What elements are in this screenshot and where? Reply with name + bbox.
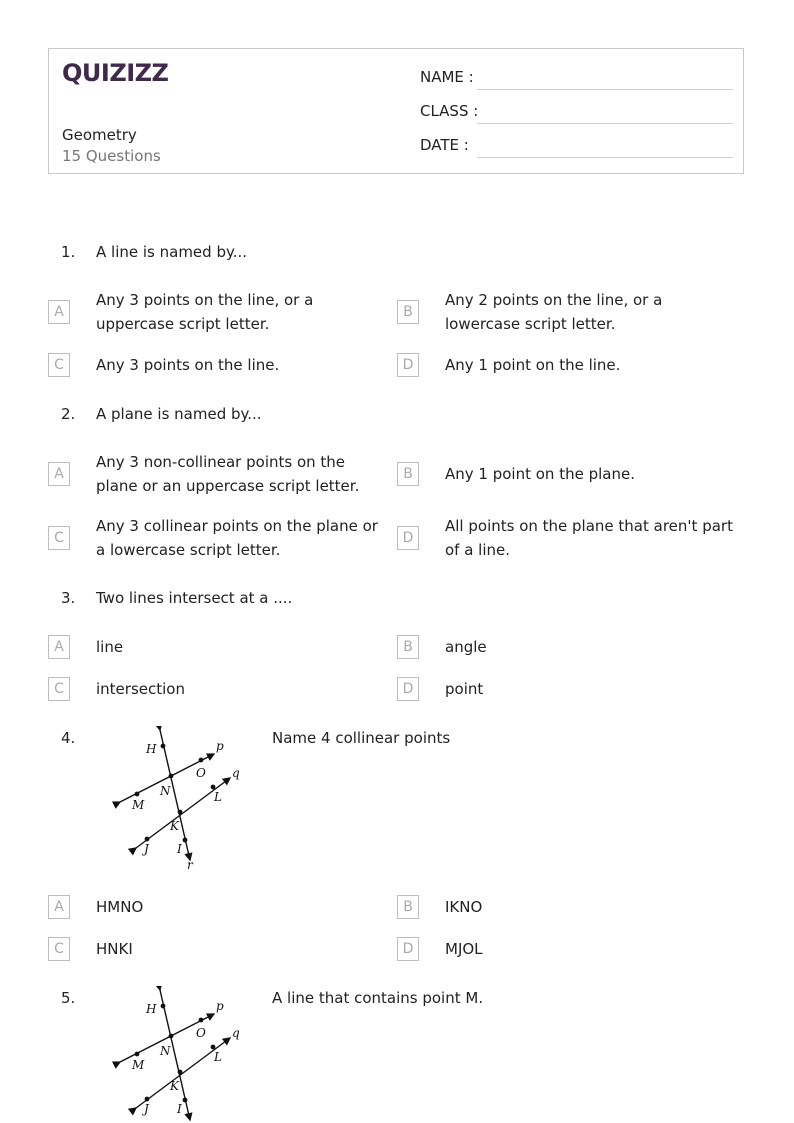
option-letter-box[interactable]: A <box>48 462 70 486</box>
label-M: M <box>132 1058 145 1072</box>
label-M: M <box>132 798 145 812</box>
label-K: K <box>170 819 179 833</box>
class-label: CLASS : <box>420 102 479 120</box>
line-q <box>136 1038 230 1108</box>
label-O: O <box>196 766 206 780</box>
question-number: 1. <box>61 243 76 261</box>
option-letter-box[interactable]: D <box>397 353 419 377</box>
option-text: Any 3 points on the line, or a uppercase script letter. <box>96 291 314 333</box>
option-text: Any 3 points on the line. <box>96 356 280 374</box>
option-letter-box[interactable]: B <box>397 462 419 486</box>
option-text: HNKI <box>96 940 133 958</box>
question-number: 3. <box>61 589 76 607</box>
option-text: Any 1 point on the line. <box>445 356 621 374</box>
label-I: I <box>177 1102 182 1116</box>
label-J: J <box>144 842 149 856</box>
label-J: J <box>144 1102 149 1116</box>
label-L: L <box>214 1050 222 1064</box>
option-text: Any 1 point on the plane. <box>445 465 635 483</box>
label-p: p <box>216 739 224 753</box>
lines-figure <box>112 986 252 1123</box>
option-letter-box[interactable]: B <box>397 300 419 324</box>
label-r: r <box>187 858 193 872</box>
question-text: A plane is named by... <box>96 405 262 423</box>
label-I: I <box>177 842 182 856</box>
question-text: A line is named by... <box>96 243 248 261</box>
option-letter-box[interactable]: D <box>397 677 419 701</box>
option-letter-box[interactable]: A <box>48 635 70 659</box>
name-field[interactable] <box>477 89 733 90</box>
question-count: 15 Questions <box>62 147 161 165</box>
question-text: Two lines intersect at a .... <box>96 589 293 607</box>
option-text: Any 2 points on the line, or a lowercase script letter. <box>445 291 663 333</box>
label-p: p <box>216 999 224 1013</box>
option-text: Any 3 collinear points on the plane or a lowercase script letter. <box>96 517 378 559</box>
label-H: H <box>146 1002 157 1016</box>
option-text: line <box>96 638 124 656</box>
label-H: H <box>146 742 157 756</box>
label-N: N <box>160 784 171 798</box>
worksheet-header <box>48 48 744 174</box>
option-text: Any 3 non-collinear points on the plane or an uppercase script letter. <box>96 453 360 495</box>
class-field[interactable] <box>477 123 733 124</box>
label-L: L <box>214 790 222 804</box>
label-K: K <box>170 1079 179 1093</box>
option-letter-box[interactable]: B <box>397 635 419 659</box>
option-letter-box[interactable]: A <box>48 300 70 324</box>
option-letter-box[interactable]: C <box>48 526 70 550</box>
line-q <box>136 778 230 848</box>
option-text: point <box>445 680 484 698</box>
option-letter-box[interactable]: D <box>397 526 419 550</box>
date-field[interactable] <box>477 157 733 158</box>
option-letter-box[interactable]: C <box>48 353 70 377</box>
label-q: q <box>232 1026 240 1040</box>
option-text: intersection <box>96 680 185 698</box>
question-number: 5. <box>61 989 76 1007</box>
option-letter-box[interactable]: B <box>397 895 419 919</box>
subject-title: Geometry <box>62 126 137 144</box>
lines-figure <box>112 726 252 872</box>
option-letter-box[interactable]: D <box>397 937 419 961</box>
option-text: All points on the plane that aren't part of a line. <box>445 517 733 559</box>
date-label: DATE : <box>420 136 469 154</box>
question-number: 4. <box>61 729 76 747</box>
option-text: HMNO <box>96 898 144 916</box>
name-label: NAME : <box>420 68 474 86</box>
option-text: IKNO <box>445 898 483 916</box>
label-O: O <box>196 1026 206 1040</box>
option-letter-box[interactable]: C <box>48 677 70 701</box>
label-N: N <box>160 1044 171 1058</box>
quizizz-logo: QUIZIZZ <box>62 59 169 87</box>
option-text: angle <box>445 638 487 656</box>
label-q: q <box>232 766 240 780</box>
question-text: Name 4 collinear points <box>272 729 451 747</box>
option-letter-box[interactable]: A <box>48 895 70 919</box>
question-text: A line that contains point M. <box>272 989 484 1007</box>
option-letter-box[interactable]: C <box>48 937 70 961</box>
question-number: 2. <box>61 405 76 423</box>
option-text: MJOL <box>445 940 483 958</box>
